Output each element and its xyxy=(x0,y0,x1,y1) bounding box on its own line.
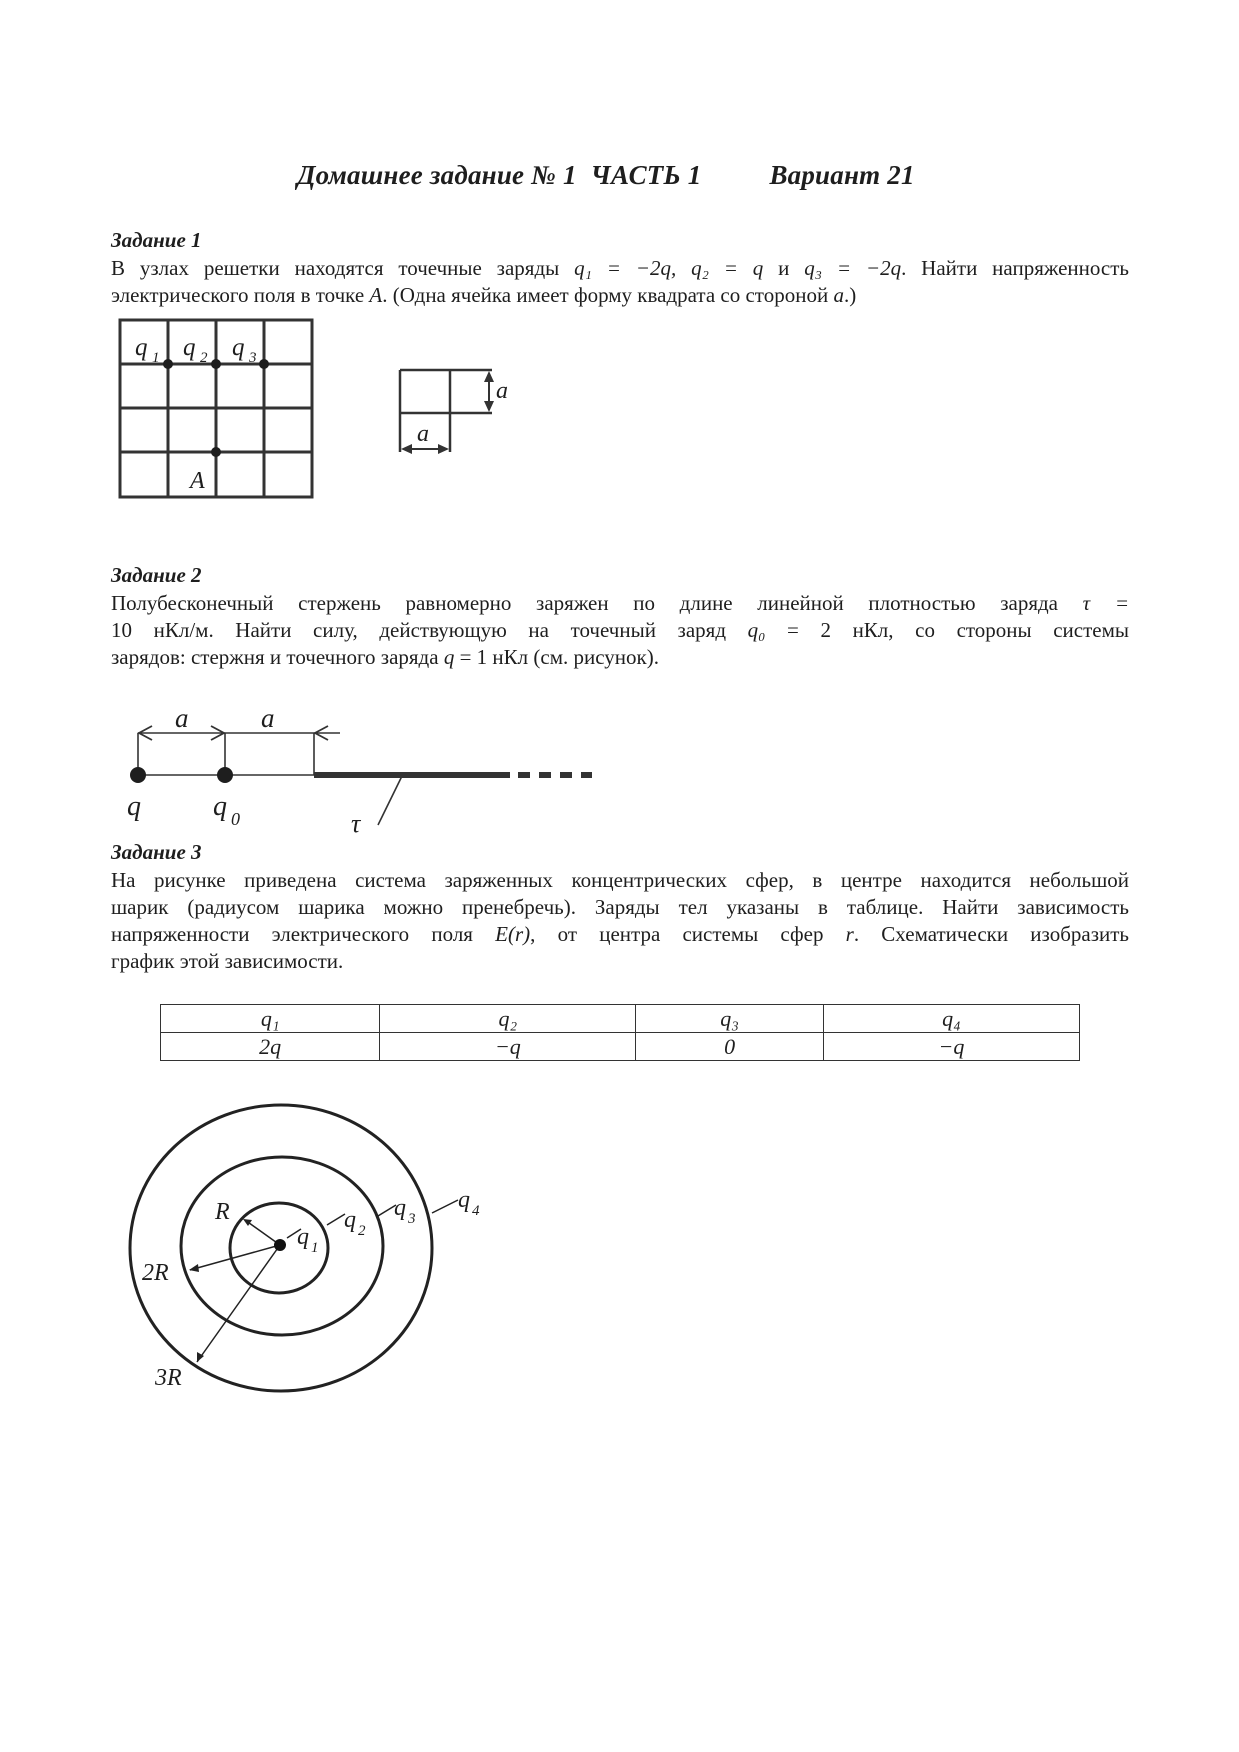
task3-heading: Задание 3 xyxy=(111,840,202,864)
q4-leader xyxy=(432,1200,458,1213)
label-q3: q xyxy=(394,1195,406,1221)
label-q4: q xyxy=(458,1187,470,1213)
center-ball-dot xyxy=(274,1239,286,1251)
label-2R: 2R xyxy=(142,1260,169,1286)
title-main: Домашнее задание № 1 ЧАСТЬ 1 xyxy=(297,160,702,190)
task2-text xyxy=(111,590,1129,671)
charges-table xyxy=(160,1004,1080,1061)
rod-q0-sub: 0 xyxy=(231,809,240,829)
label-q2: q xyxy=(344,1207,356,1233)
task3-text xyxy=(111,867,1129,975)
figure-stroke xyxy=(189,1219,252,1362)
radius-R-arrow xyxy=(245,1220,280,1245)
scale-a-horizontal-label: a xyxy=(417,421,429,447)
arrowhead xyxy=(484,401,494,412)
rod-q0-label: q xyxy=(213,791,227,822)
title-variant: Вариант 21 xyxy=(769,160,915,190)
task1-heading: Задание 1 xyxy=(111,228,202,252)
task1-grid-figure xyxy=(120,320,312,497)
table-value-cell: 0 xyxy=(636,1033,823,1061)
table-value-cell: 2q xyxy=(161,1033,380,1061)
grid-q3-label: q xyxy=(232,334,245,361)
label-q1: q xyxy=(297,1224,309,1250)
task2-line-1: Полубесконечный стержень равномерно заряжен по длине линейной плотностью заряда τ = xyxy=(111,591,1129,615)
task3-line-4: график этой зависимости. xyxy=(111,949,344,973)
task2-line-3: зарядов: стержня и точечного заряда q = 1 нКл (см. рисунок). xyxy=(111,645,659,669)
task1-line-1: В узлах решетки находятся точечные заряды q₁ = −2q, q₂ = q и q₃ = −2q. Найти напряженность xyxy=(111,256,1129,280)
task1-line-2: электрического поля в точке A. (Одна ячейка имеет форму квадрата со стороной a.) xyxy=(111,283,857,307)
charge-q0-dot xyxy=(217,767,233,783)
charge-q1-dot xyxy=(163,359,173,369)
scale-a-vertical-label: a xyxy=(496,378,508,404)
charge-q2-dot xyxy=(211,359,221,369)
figure-stroke xyxy=(189,1264,199,1272)
label-q1-sub: 1 xyxy=(311,1240,319,1256)
label-q2-sub: 2 xyxy=(358,1223,366,1239)
radius-3R-arrow xyxy=(197,1245,280,1362)
rod-tau-label: τ xyxy=(351,809,361,838)
rod-dim-a-2: a xyxy=(261,703,275,733)
tau-leader-line xyxy=(378,776,402,825)
label-3R: 3R xyxy=(155,1365,182,1391)
grid-q1-label: q xyxy=(135,334,148,361)
label-R: R xyxy=(215,1199,230,1225)
task3-line-3: напряженности электрического поля E(r), от центра системы сфер r. Схематически изобразить xyxy=(111,922,1129,946)
rod-dim-a-1: a xyxy=(175,703,189,733)
figure-stroke xyxy=(190,1200,458,1362)
rod-q-label: q xyxy=(127,791,141,822)
grid-q2-sub: 2 xyxy=(200,350,208,366)
task3-line-2: шарик (радиусом шарика можно пренебречь). Заряды тел указаны в таблице. Найти зависимость xyxy=(111,895,1129,919)
table-header-cell: q₂ xyxy=(380,1005,636,1033)
table-value-cell: −q xyxy=(380,1033,636,1061)
charge-q-dot xyxy=(130,767,146,783)
table-header-cell: q₁ xyxy=(161,1005,380,1033)
grid-q2-label: q xyxy=(183,334,196,361)
task2-rod-figure xyxy=(138,726,592,825)
arrowhead xyxy=(484,371,494,382)
charge-q3-dot xyxy=(259,359,269,369)
table-value-cell: −q xyxy=(823,1033,1079,1061)
table-header-cell: q₃ xyxy=(636,1005,823,1033)
task2-heading: Задание 2 xyxy=(111,563,202,587)
task3-line-1: На рисунке приведена система заряженных концентрических сфер, в центре находится небольшой xyxy=(111,868,1129,892)
q2-leader xyxy=(327,1214,345,1225)
arrowhead xyxy=(401,444,412,454)
grid-A-label: A xyxy=(190,468,205,494)
point-A-dot xyxy=(211,447,221,457)
charges-table-value-row xyxy=(161,1033,1080,1061)
task2-line-2: 10 нКл/м. Найти силу, действующую на точечный заряд q₀ = 2 нКл, со стороны системы xyxy=(111,618,1130,642)
label-q3-sub: 3 xyxy=(408,1211,416,1227)
task1-scale-figure xyxy=(400,370,492,452)
grid-q3-sub: 3 xyxy=(249,350,257,366)
grid-q1-sub: 1 xyxy=(152,350,160,366)
arrowhead xyxy=(438,444,449,454)
charges-table-header-row xyxy=(161,1005,1080,1033)
label-q4-sub: 4 xyxy=(472,1203,480,1219)
table-header-cell: q₄ xyxy=(823,1005,1079,1033)
